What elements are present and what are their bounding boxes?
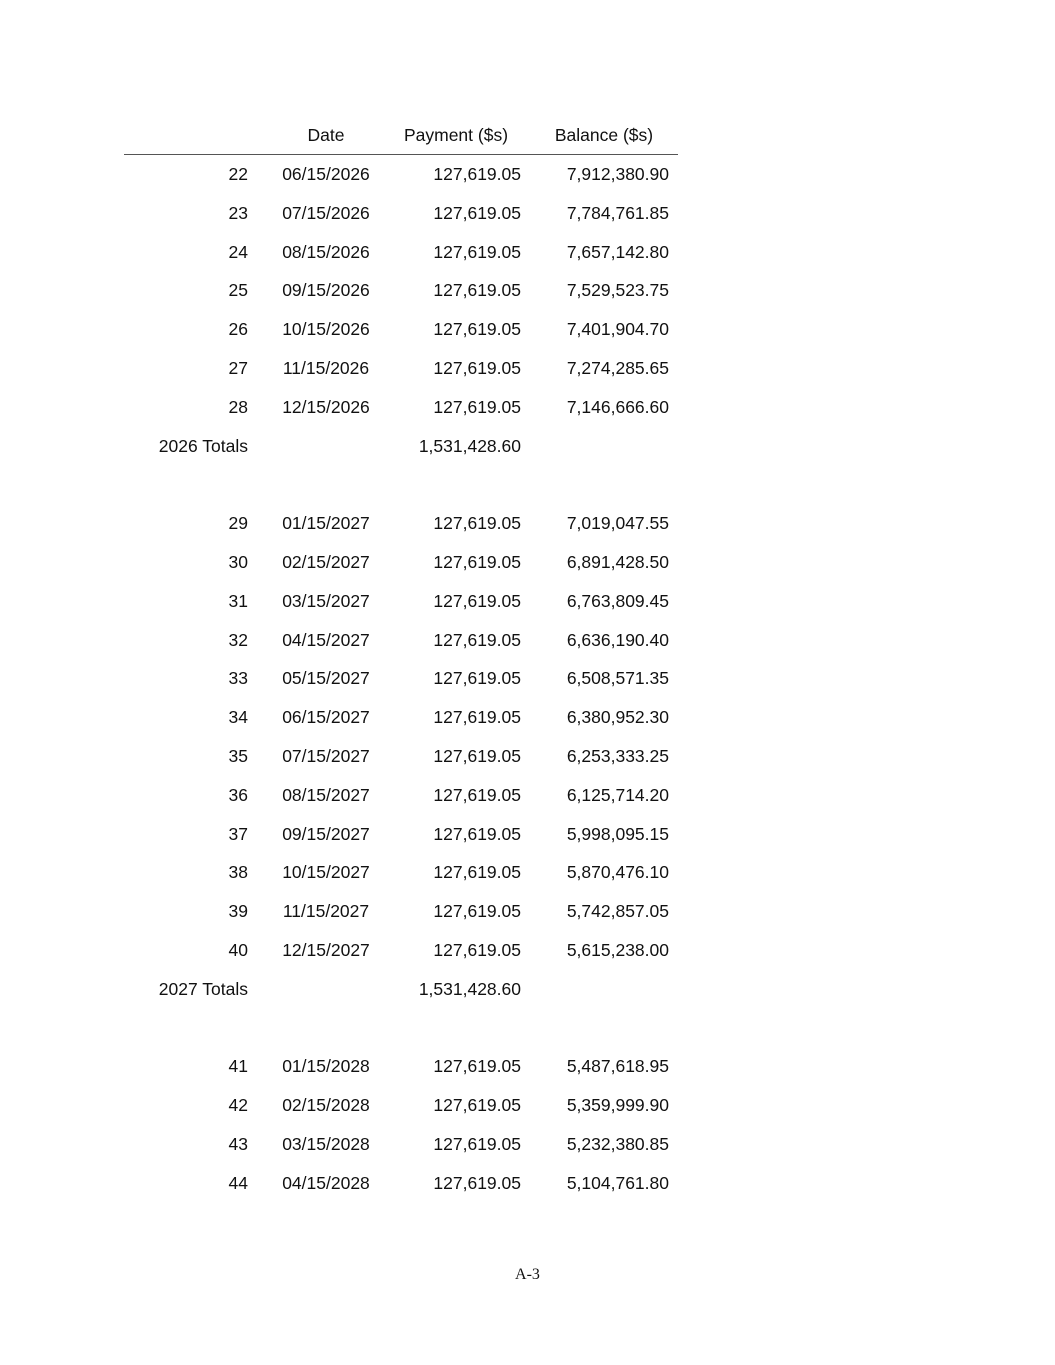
balance-cell: 7,657,142.80 [566,241,669,262]
table-row [124,1164,678,1203]
date-cell: 07/15/2026 [282,202,370,223]
payment-cell: 127,619.05 [433,280,521,301]
balance-cell: 7,912,380.90 [566,164,669,184]
payment-cell: 127,619.05 [433,745,521,766]
date-cell: 04/15/2028 [282,1172,370,1193]
table-row [124,698,678,737]
balance-cell: 5,359,999.90 [566,1095,669,1116]
date-cell: 01/15/2027 [282,513,370,534]
payment-number-cell: 22 [228,164,248,184]
payment-cell: 127,619.05 [433,590,521,611]
date-cell: 04/15/2027 [282,629,370,650]
balance-cell: 6,125,714.20 [566,784,669,805]
table-row [124,271,678,310]
payment-number-cell: 35 [228,745,248,766]
totals-row [124,427,678,466]
totals-label-cell: 2026 Totals [158,435,248,456]
table-row [124,504,678,543]
date-cell: 03/15/2028 [282,1133,370,1154]
balance-cell: 7,784,761.85 [566,202,669,223]
table-row [124,776,678,815]
payment-number-cell: 34 [228,707,248,728]
table-row [124,621,678,660]
date-cell: 09/15/2026 [282,280,370,301]
header-payment: Payment ($s) [403,125,509,145]
payment-number-cell: 36 [228,784,248,805]
table-row [124,155,678,194]
table-row [124,310,678,349]
payment-cell: 127,619.05 [433,513,521,534]
table-row [124,1125,678,1164]
payment-number-cell: 44 [228,1172,248,1193]
payment-cell: 127,619.05 [433,901,521,922]
payment-number-cell: 42 [228,1095,248,1116]
balance-cell: 5,870,476.10 [566,862,669,883]
balance-cell: 6,763,809.45 [566,590,669,611]
table-row [124,853,678,892]
table-row [124,543,678,582]
payment-number-cell: 26 [228,319,248,340]
date-cell: 06/15/2026 [282,164,370,184]
payment-number-cell: 25 [228,280,248,301]
page-number: A-3 [515,1266,540,1283]
date-cell: 02/15/2028 [282,1095,370,1116]
balance-cell: 6,380,952.30 [566,707,669,728]
date-cell: 11/15/2026 [282,357,370,378]
payment-cell: 127,619.05 [433,551,521,572]
spacer-row [124,1009,678,1048]
payment-cell: 127,619.05 [433,1172,521,1193]
payment-number-cell: 28 [228,396,248,417]
balance-cell: 5,104,761.80 [566,1172,669,1193]
balance-cell: 6,253,333.25 [566,745,669,766]
table-row [124,931,678,970]
date-cell: 12/15/2026 [282,396,370,417]
totals-label-cell: 2027 Totals [158,978,248,999]
date-cell: 11/15/2027 [282,901,370,922]
table-row [124,737,678,776]
payment-cell: 127,619.05 [433,939,521,960]
date-cell: 09/15/2027 [282,823,370,844]
payment-number-cell: 38 [228,862,248,883]
table-row [124,659,678,698]
balance-cell: 7,401,904.70 [566,319,669,340]
payment-cell: 127,619.05 [433,1133,521,1154]
balance-cell: 5,998,095.15 [566,823,669,844]
table-row [124,233,678,272]
table-row [124,815,678,854]
payment-cell: 127,619.05 [433,202,521,223]
payment-number-cell: 40 [228,939,248,960]
payment-cell: 127,619.05 [433,629,521,650]
payment-cell: 127,619.05 [433,319,521,340]
date-cell: 03/15/2027 [282,590,370,611]
payment-cell: 127,619.05 [433,784,521,805]
payment-number-cell: 23 [228,202,248,223]
balance-cell: 5,487,618.95 [566,1056,669,1077]
payment-cell: 127,619.05 [433,823,521,844]
date-cell: 12/15/2027 [282,939,370,960]
date-cell: 06/15/2027 [282,707,370,728]
payment-number-cell: 41 [228,1056,248,1077]
payment-cell: 127,619.05 [433,396,521,417]
balance-cell: 7,146,666.60 [566,396,669,417]
balance-cell: 6,636,190.40 [566,629,669,650]
table-header-row [124,116,678,155]
date-cell: 10/15/2026 [282,319,370,340]
payment-number-cell: 43 [228,1133,248,1154]
payment-number-cell: 30 [228,551,248,572]
date-cell: 05/15/2027 [282,668,370,689]
balance-cell: 6,891,428.50 [566,551,669,572]
table-row [124,349,678,388]
table-row [124,1047,678,1086]
payment-cell: 127,619.05 [433,862,521,883]
payment-number-cell: 33 [228,668,248,689]
table-row [124,892,678,931]
payment-number-cell: 29 [228,513,248,534]
table-row [124,582,678,621]
payment-number-cell: 37 [228,823,248,844]
payment-number-cell: 39 [228,901,248,922]
balance-cell: 6,508,571.35 [566,668,669,689]
table-row [124,388,678,427]
date-cell: 07/15/2027 [282,745,370,766]
header-date: Date [307,125,345,145]
payment-schedule-table [124,116,678,1203]
table-row [124,194,678,233]
payment-cell: 127,619.05 [433,357,521,378]
payment-cell: 127,619.05 [433,707,521,728]
table-row [124,1086,678,1125]
date-cell: 08/15/2027 [282,784,370,805]
date-cell: 01/15/2028 [282,1056,370,1077]
header-balance: Balance ($s) [554,125,654,145]
payment-cell: 1,531,428.60 [418,435,521,456]
date-cell: 10/15/2027 [282,862,370,883]
date-cell: 02/15/2027 [282,551,370,572]
balance-cell: 5,232,380.85 [566,1133,669,1154]
payment-number-cell: 31 [228,590,248,611]
balance-cell: 7,274,285.65 [566,357,669,378]
spacer-row [124,465,678,504]
payment-number-cell: 32 [228,629,248,650]
payment-cell: 127,619.05 [433,1056,521,1077]
payment-number-cell: 27 [228,357,248,378]
balance-cell: 5,615,238.00 [566,939,669,960]
totals-row [124,970,678,1009]
payment-cell: 1,531,428.60 [418,978,521,999]
payment-cell: 127,619.05 [433,1095,521,1116]
balance-cell: 7,019,047.55 [566,513,669,534]
payment-cell: 127,619.05 [433,241,521,262]
balance-cell: 5,742,857.05 [566,901,669,922]
payment-cell: 127,619.05 [433,164,521,184]
table-body [124,155,678,1203]
date-cell: 08/15/2026 [282,241,370,262]
payment-cell: 127,619.05 [433,668,521,689]
balance-cell: 7,529,523.75 [566,280,669,301]
payment-number-cell: 24 [228,241,248,262]
